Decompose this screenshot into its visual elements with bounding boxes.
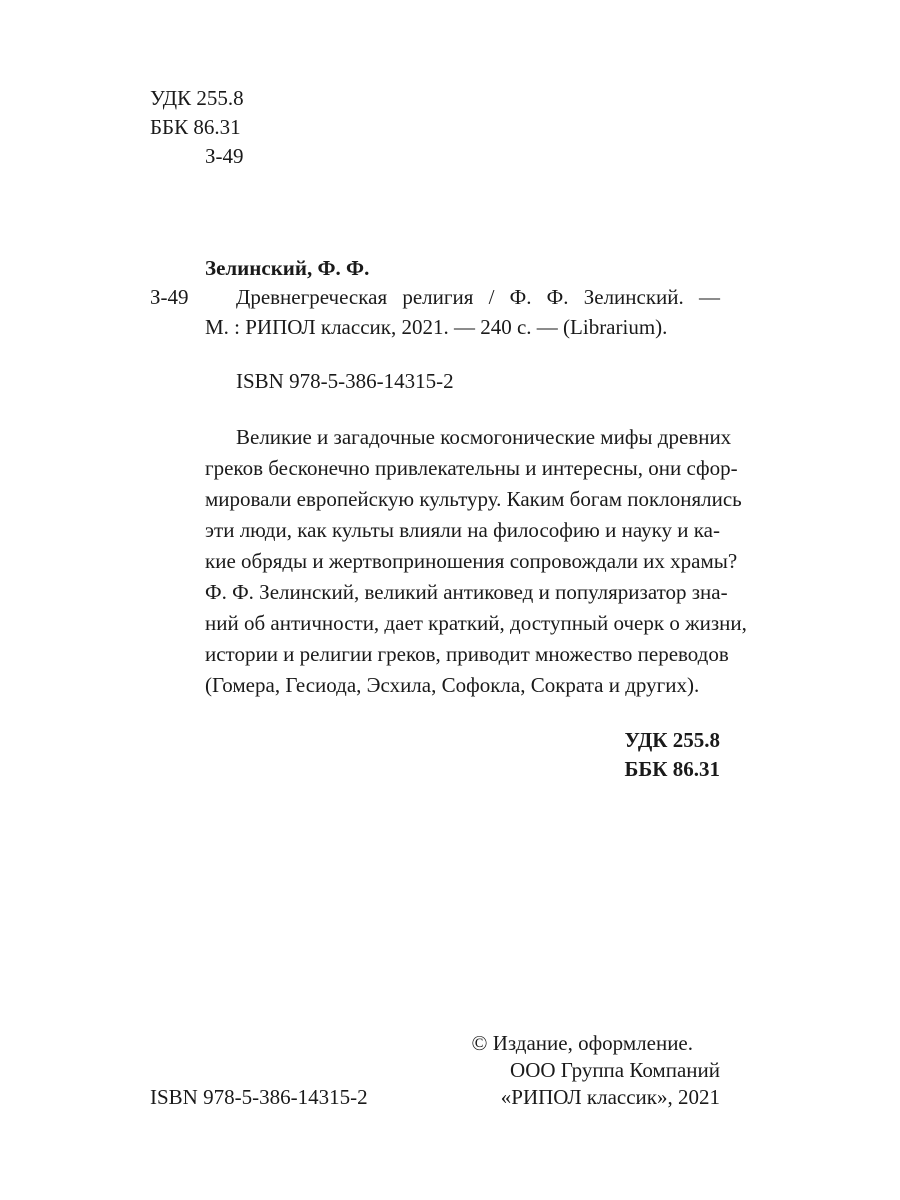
- copyright-line-1: © Издание, оформление.: [471, 1031, 693, 1055]
- title-line-1: Древнегреческая религия / Ф. Ф. Зелинский. —: [236, 285, 720, 309]
- author-heading: Зелинский, Ф. Ф.: [205, 256, 370, 280]
- annotation-line: истории и религии греков, приводит множество переводов: [205, 642, 729, 666]
- copyright-line-2: ООО Группа Компаний: [510, 1058, 720, 1082]
- bbk-code-top: ББК 86.31: [150, 115, 241, 139]
- udk-code-bottom: УДК 255.8: [624, 728, 720, 752]
- annotation-line: Великие и загадочные космогонические мифы древних: [236, 425, 732, 449]
- annotation-line: кие обряды и жертвоприношения сопровождали их храмы?: [205, 549, 738, 573]
- isbn-footer: ISBN 978-5-386-14315-2: [150, 1085, 368, 1109]
- title-line-2: М. : РИПОЛ классик, 2021. — 240 с. — (Librarium).: [205, 315, 668, 339]
- bbk-code-bottom: ББК 86.31: [624, 757, 720, 781]
- author-mark-top: З-49: [205, 144, 244, 168]
- annotation-line: греков бесконечно привлекательны и интересны, они сфор-: [205, 456, 738, 480]
- annotation-line: Ф. Ф. Зелинский, великий антиковед и популяризатор зна-: [205, 580, 728, 604]
- annotation-line: мировали европейскую культуру. Каким богам поклонялись: [205, 487, 742, 511]
- copyright-line-3: «РИПОЛ классик», 2021: [500, 1085, 720, 1109]
- annotation-line: эти люди, как культы влияли на философию и науку и ка-: [205, 518, 720, 542]
- isbn-record: ISBN 978-5-386-14315-2: [236, 369, 454, 393]
- udk-code-top: УДК 255.8: [150, 86, 244, 110]
- annotation-line: ний об античности, дает краткий, доступный очерк о жизни,: [205, 611, 747, 635]
- annotation-line: (Гомера, Гесиода, Эсхила, Софокла, Сократа и других).: [205, 673, 700, 697]
- author-mark: З-49: [150, 285, 189, 309]
